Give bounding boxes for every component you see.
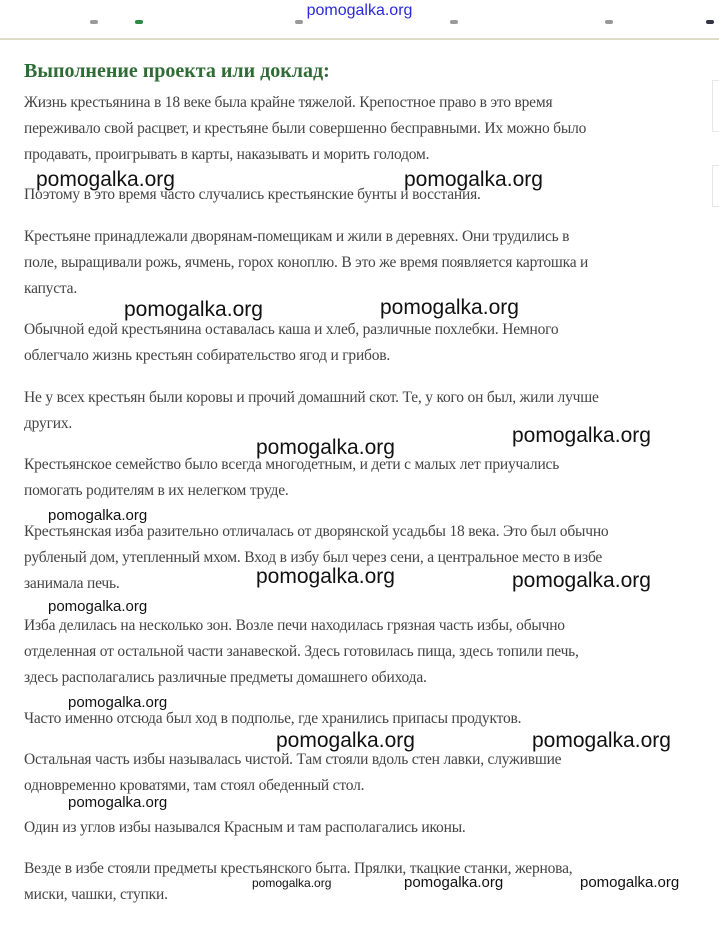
page-title: Выполнение проекта или доклад: [24,60,330,82]
side-widget[interactable] [712,80,719,132]
paragraph-line: одновременно кроватями, там стоял обеденный стол. [24,777,365,794]
watermark: pomogalka.org [68,694,168,711]
watermark: pomogalka.org [532,729,671,752]
paragraph-line: Поэтому в это время часто случались крестьянские бунты и восстания. [24,186,481,203]
paragraph-line: поле, выращивали рожь, ячмень, горох коноплю. В это же время появляется картошка и [24,254,589,271]
paragraph-line: рубленый дом, утепленный мхом. Вход в избу был через сени, а центральное место в избе [24,549,603,566]
watermark: pomogalka.org [380,296,519,319]
watermark: pomogalka.org [256,565,395,588]
paragraph-line: Не у всех крестьян были коровы и прочий домашний скот. Те, у кого он был, жили лучше [24,389,599,406]
paragraph-line: Один из углов избы назывался Красным и там располагались иконы. [24,819,466,836]
watermark: pomogalka.org [252,876,332,890]
paragraph-line: других. [24,415,73,432]
paragraph-line: облегчало жизнь крестьян собирательство ягод и грибов. [24,347,391,364]
watermark: pomogalka.org [276,729,415,752]
watermark: pomogalka.org [512,424,651,447]
watermark: pomogalka.org [48,598,148,615]
paragraph-line: Жизнь крестьянина в 18 веке была крайне тяжелой. Крепостное право в это время [24,94,553,111]
paragraph-line: Крестьяне принадлежали дворянам-помещикам и жили в деревнях. Они трудились в [24,228,570,245]
side-widget[interactable] [712,165,719,207]
paragraph-line: Изба делилась на несколько зон. Возле печи находилась грязная часть избы, обычно [24,617,565,634]
paragraph-line: Остальная часть избы называлась чистой. Там стояли вдоль стен лавки, служившие [24,751,562,768]
watermark: pomogalka.org [512,569,651,592]
nav-item[interactable] [295,20,303,24]
site-watermark: pomogalka.org [306,2,413,19]
watermark: pomogalka.org [68,794,168,811]
nav-item[interactable] [706,20,714,24]
paragraph-line: Обычной едой крестьянина оставалась каша и хлеб, различные похлебки. Немного [24,321,559,338]
paragraph-line: продавать, проигрывать в карты, наказывать и морить голодом. [24,146,430,163]
paragraph-line: помогать родителям в их нелегком труде. [24,482,289,499]
nav-item[interactable] [605,20,613,24]
paragraph-line: капуста. [24,280,78,297]
paragraph-line: Часто именно отсюда был ход в подполье, где хранились припасы продуктов. [24,710,522,727]
watermark: pomogalka.org [404,168,543,191]
paragraph-line: Везде в избе стояли предметы крестьянского быта. Прялки, ткацкие станки, жернова, [24,860,573,877]
paragraph-line: занимала печь. [24,575,120,592]
watermark: pomogalka.org [580,874,680,891]
watermark: pomogalka.org [36,168,175,191]
watermark: pomogalka.org [48,507,148,524]
paragraph-line: Крестьянская изба разительно отличалась от дворянской усадьбы 18 века. Это был обычно [24,523,609,540]
paragraph-line: миски, чашки, ступки. [24,886,168,903]
nav-item[interactable] [450,20,458,24]
paragraph-line: здесь располагались различные предметы домашнего обихода. [24,669,427,686]
watermark: pomogalka.org [256,436,395,459]
paragraph-line: отделенная от остальной части занавеской. Здесь готовилась пища, здесь топили печь, [24,643,579,660]
nav-item[interactable] [135,20,143,24]
watermark: pomogalka.org [124,298,263,321]
watermark: pomogalka.org [404,874,504,891]
paragraph-line: Крестьянское семейство было всегда многодетным, и дети с малых лет приучались [24,456,560,473]
paragraph-line: переживало свой расцвет, и крестьяне были совершенно бесправными. Их можно было [24,120,587,137]
nav-item[interactable] [90,20,98,24]
